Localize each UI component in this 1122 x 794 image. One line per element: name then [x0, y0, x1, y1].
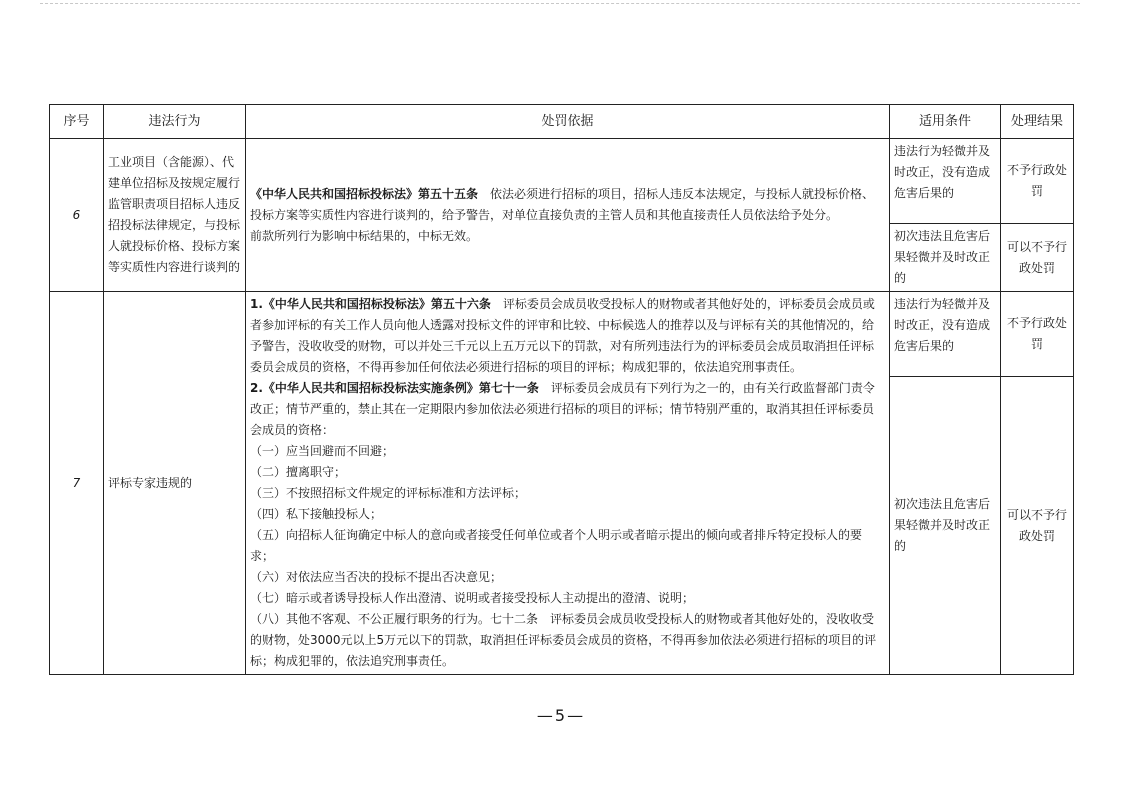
header-basis: 处罚依据 — [246, 105, 890, 139]
row-basis — [246, 139, 890, 292]
header-seq: 序号 — [50, 105, 104, 139]
basis-reference: 2.《中华人民共和国招标投标法实施条例》第七十一条 — [250, 381, 539, 395]
row-condition: 初次违法且危害后果轻微并及时改正的 — [890, 224, 1001, 292]
row-result: 不予行政处罚 — [1001, 139, 1074, 224]
row-basis — [246, 292, 890, 675]
scan-top-edge — [40, 3, 1080, 4]
row-seq: 7 — [50, 292, 104, 675]
table-row — [50, 139, 1074, 224]
basis-item: （八）其他不客观、不公正履行职务的行为。七十二条 评标委员会成员收受投标人的财物或者其他好处的，没收收受的财物，处3000元以上5万元以下的罚款，取消担任评标委员会成员的资格，不得再参加依法必须进行招标的项目的评标；构成犯罪的，依法追究刑事责任。 — [250, 612, 877, 668]
header-result: 处理结果 — [1001, 105, 1074, 139]
row-result: 可以不予行政处罚 — [1001, 377, 1074, 675]
page-number: —5— — [536, 706, 586, 725]
row-condition: 违法行为轻微并及时改正，没有造成危害后果的 — [890, 292, 1001, 377]
basis-paragraph — [250, 294, 885, 378]
row-seq: 6 — [50, 139, 104, 292]
basis-item: （六）对依法应当否决的投标不提出否决意见； — [250, 570, 503, 584]
basis-item: （一）应当回避而不回避； — [250, 444, 395, 458]
row-result: 不予行政处罚 — [1001, 292, 1074, 377]
basis-item: （三）不按照招标文件规定的评标标准和方法评标； — [250, 486, 527, 500]
basis-item: （四）私下接触投标人； — [250, 507, 383, 521]
row-behavior: 评标专家违规的 — [104, 292, 246, 675]
basis-reference: 《中华人民共和国招标投标法》第五十五条 — [250, 186, 479, 201]
header-behavior: 违法行为 — [104, 105, 246, 139]
row-condition: 初次违法且危害后果轻微并及时改正的 — [890, 377, 1001, 675]
penalty-table — [49, 104, 1074, 675]
basis-text: 评标委员会成员有下列行为之一的，由有关行政监督部门责令改正；情节严重的，禁止其在一定期限内参加依法必须进行招标的项目的评标；情节特别严重的，取消其担任评标委员会成员的资格： — [250, 381, 875, 437]
basis-text: 依法必须进行招标的项目，招标人违反本法规定，与投标人就投标价格、投标方案等实质性内容进行谈判的，给予警告，对单位直接负责的主管人员和其他直接责任人员依法给予处分。 — [250, 186, 875, 222]
row-result: 可以不予行政处罚 — [1001, 224, 1074, 292]
basis-paragraph — [250, 226, 885, 247]
table-row — [50, 292, 1074, 377]
row-condition: 违法行为轻微并及时改正，没有造成危害后果的 — [890, 139, 1001, 224]
table-header-row — [50, 105, 1074, 139]
basis-item: （五）向招标人征询确定中标人的意向或者接受任何单位或者个人明示或者暗示提出的倾向或者排斥特定投标人的要求； — [250, 528, 863, 563]
basis-text: 前款所列行为影响中标结果的，中标无效。 — [250, 228, 479, 243]
row-behavior: 工业项目（含能源）、代建单位招标及按规定履行监管职责项目招标人违反招投标法律规定，与投标人就投标价格、投标方案等实质性内容进行谈判的 — [104, 139, 246, 292]
basis-text: 评标委员会成员收受投标人的财物或者其他好处的，评标委员会成员或者参加评标的有关工作人员向他人透露对投标文件的评审和比较、中标候选人的推荐以及与评标有关的其他情况的，给予警告，没收收受的财物，可以并处三千元以上五万元以下的罚款，对有所列违法行为的评标委员会成员取消担任评标委员会成员的资格，不得再参加任何依法必须进行招标的项目的评标；构成犯罪的，依法追究刑事责任。 — [250, 297, 875, 374]
basis-item: （七）暗示或者诱导投标人作出澄清、说明或者接受投标人主动提出的澄清、说明； — [250, 591, 695, 605]
basis-reference: 1.《中华人民共和国招标投标法》第五十六条 — [250, 297, 491, 311]
basis-paragraph — [250, 378, 885, 441]
basis-paragraph — [250, 184, 885, 226]
basis-item: （二）擅离职守； — [250, 465, 347, 479]
header-condition: 适用条件 — [890, 105, 1001, 139]
